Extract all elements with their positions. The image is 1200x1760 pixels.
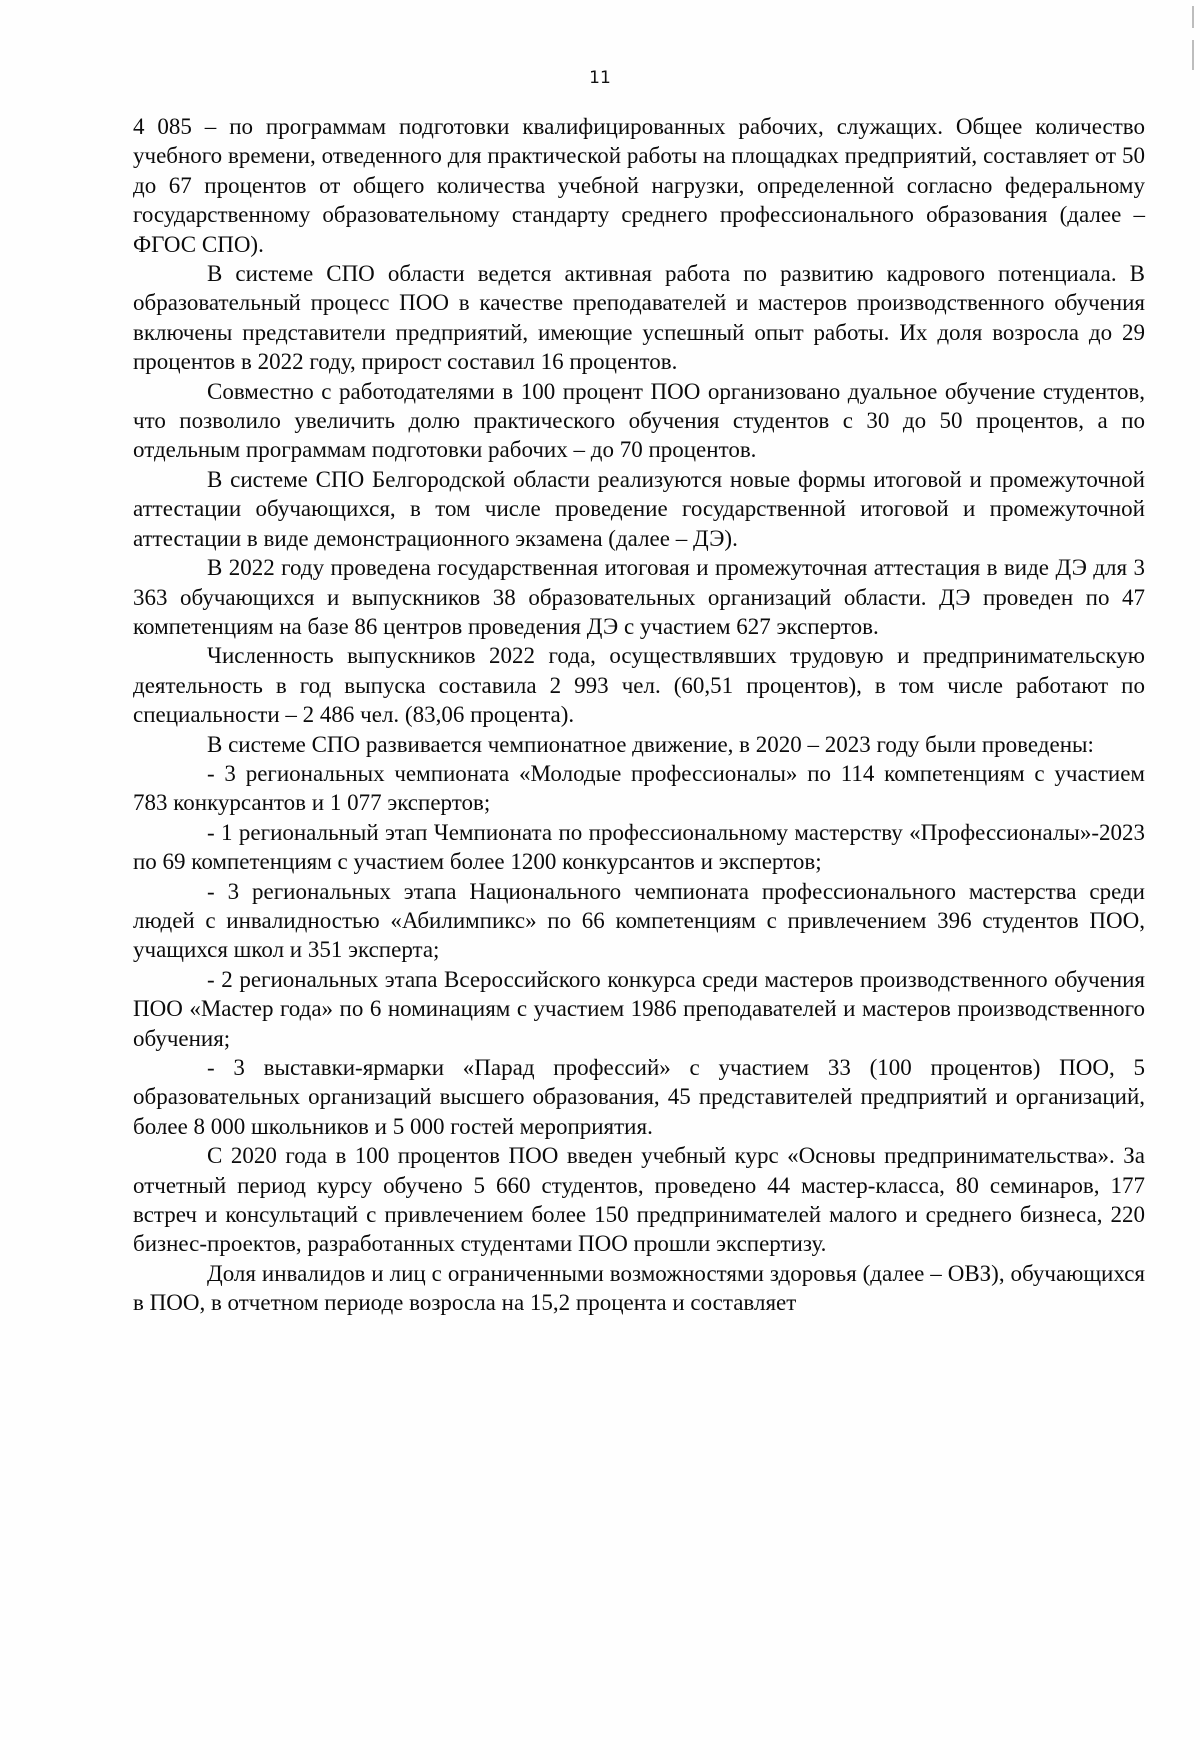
list-item-master-of-year: - 2 региональных этапа Всероссийского конкурса среди мастеров производственного обучения ПОО «Мастер года» по 6 номинациям с участием 1986 преподавателей и мастеров производственного обучения; — [133, 966, 1145, 1051]
paragraph-disability-share: Доля инвалидов и лиц с ограниченными возможностями здоровья (далее – ОВЗ), обучающихся в ПОО, в отчетном периоде возросла на 15,2 процента и составляет — [133, 1260, 1145, 1316]
paragraph-dual-training: Совместно с работодателями в 100 процент ПОО организовано дуальное обучение студентов, что позволило увеличить долю практического обучения студентов с 30 до 50 процентов, а по отдельным программам подготовки рабочих – до 70 процентов. — [133, 378, 1145, 463]
list-item-professionals-2023: - 1 региональный этап Чемпионата по профессиональному мастерству «Профессионалы»-2023 по 69 компетенциям с участием более 1200 конкурсантов и экспертов; — [133, 819, 1145, 875]
paragraph-staff-potential: В системе СПО области ведется активная работа по развитию кадрового потенциала. В образовательный процесс ПОО в качестве преподавателей и мастеров производственного обучения включены представители предприятий, имеющие успешный опыт работы. Их доля возросла до 29 процентов в 2022 году, прирост составил 16 процентов. — [133, 261, 1145, 375]
paragraph-graduate-employment: Численность выпускников 2022 года, осуществлявших трудовую и предпринимательскую деятельность в год выпуска составила 2 993 чел. (60,51 процентов), в том числе работают по специальности – 2 486 чел. (83,06 процента). — [133, 643, 1145, 728]
scan-edge-mark — [1192, 40, 1194, 70]
paragraph-championship-intro: В системе СПО развивается чемпионатное движение, в 2020 – 2023 году были проведены: — [207, 731, 1094, 757]
body-text — [133, 112, 1145, 1318]
paragraph-continuation: 4 085 – по программам подготовки квалифицированных рабочих, служащих. Общее количество учебного времени, отведенного для практической работы на площадках предприятий, составляет от 50 до 67 процентов от общего количества учебной нагрузки, определенной согласно федеральному государственному образовательному стандарту среднего профессионального образования (далее – ФГОС СПО). — [133, 114, 1145, 257]
paragraph-certification-forms: В системе СПО Белгородской области реализуются новые формы итоговой и промежуточной аттестации обучающихся, в том числе проведение государственной итоговой и промежуточной аттестации в виде демонстрационного экзамена (далее – ДЭ). — [133, 466, 1145, 551]
page-number: 11 — [589, 68, 611, 88]
list-item-young-professionals: - 3 региональных чемпионата «Молодые профессионалы» по 114 компетенциям с участием 783 конкурсантов и 1 077 экспертов; — [133, 760, 1145, 816]
scan-edge-mark — [1192, 6, 1194, 28]
paragraph-entrepreneurship-course: С 2020 года в 100 процентов ПОО введен учебный курс «Основы предпринимательства». За отчетный период курсу обучено 5 660 студентов, проведено 44 мастер-класса, 80 семинаров, 177 встреч и консультаций с привлечением более 150 предпринимателей малого и среднего бизнеса, 220 бизнес-проектов, разработанных студентами ПОО прошли экспертизу. — [133, 1143, 1145, 1257]
paragraph-demo-exam-2022: В 2022 году проведена государственная итоговая и промежуточная аттестация в виде ДЭ для 3 363 обучающихся и выпускников 38 образовательных организаций области. ДЭ проведен по 47 компетенциям на базе 86 центров проведения ДЭ с участием 627 экспертов. — [133, 555, 1145, 639]
list-item-parade-of-professions: - 3 выставки-ярмарки «Парад профессий» с участием 33 (100 процентов) ПОО, 5 образовательных организаций высшего образования, 45 представителей предприятий и организаций, более 8 000 школьников и 5 000 гостей мероприятия. — [133, 1055, 1145, 1139]
list-item-abilympics: - 3 региональных этапа Национального чемпионата профессионального мастерства среди людей с инвалидностью «Абилимпикс» по 66 компетенциям с привлечением 396 студентов ПОО, учащихся школ и 351 эксперта; — [133, 878, 1145, 963]
